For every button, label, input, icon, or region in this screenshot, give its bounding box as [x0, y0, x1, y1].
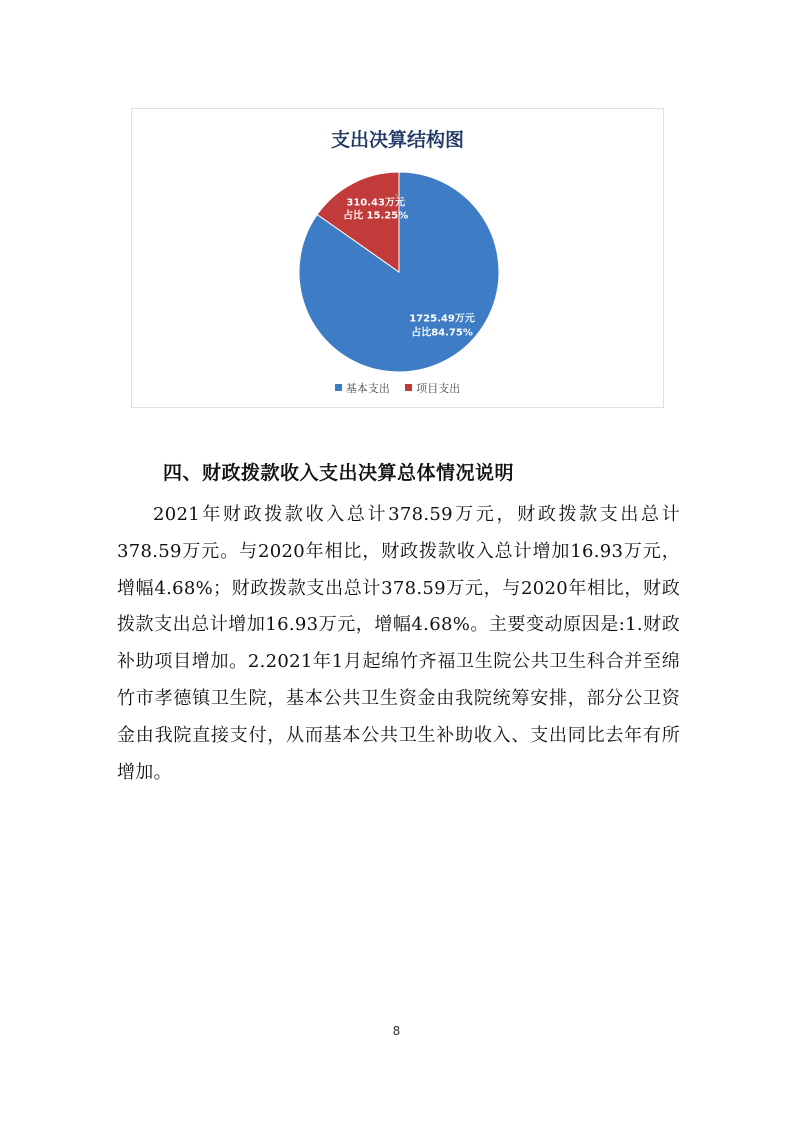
pie-chart-svg [132, 109, 663, 407]
section-heading: 四、财政拨款收入支出决算总体情况说明 [163, 462, 515, 484]
legend-item-basic [335, 380, 390, 396]
body-paragraph: 2021年财政拨款收入总计378.59万元，财政拨款支出总计378.59万元。与2020年相比，财政拨款收入总计增加16.93万元，增幅4.68%；财政拨款支出总计378.59万元，与2020年相比，财政拨款支出总计增加16.93万元，增幅4.68%。主要变动原因是:1.财政补助项目增加。2.2021年1月起绵竹齐福卫生院公共卫生科合并至绵竹市孝德镇卫生院，基本公共卫生资金由我院统筹安排，部分公卫资金由我院直接支付，从而基本公共卫生补助收入、支出同比去年有所增加。 [117, 504, 680, 783]
chart-legend [132, 380, 663, 396]
legend-swatch-project [405, 384, 412, 391]
legend-label-project: 项目支出 [416, 382, 461, 395]
page-number: 8 [392, 1024, 401, 1038]
expenditure-pie-chart [131, 108, 664, 408]
data-label-project-share: 占比 15.25% [343, 210, 409, 222]
data-label-basic-share: 占比84.75% [411, 327, 473, 339]
data-label-basic-value: 1725.49万元 [409, 313, 475, 325]
legend-item-project [405, 380, 460, 396]
chart-title: 支出决算结构图 [330, 129, 464, 151]
legend-swatch-basic [335, 384, 342, 391]
legend-label-basic: 基本支出 [345, 382, 390, 395]
data-label-project-value: 310.43万元 [346, 197, 405, 209]
